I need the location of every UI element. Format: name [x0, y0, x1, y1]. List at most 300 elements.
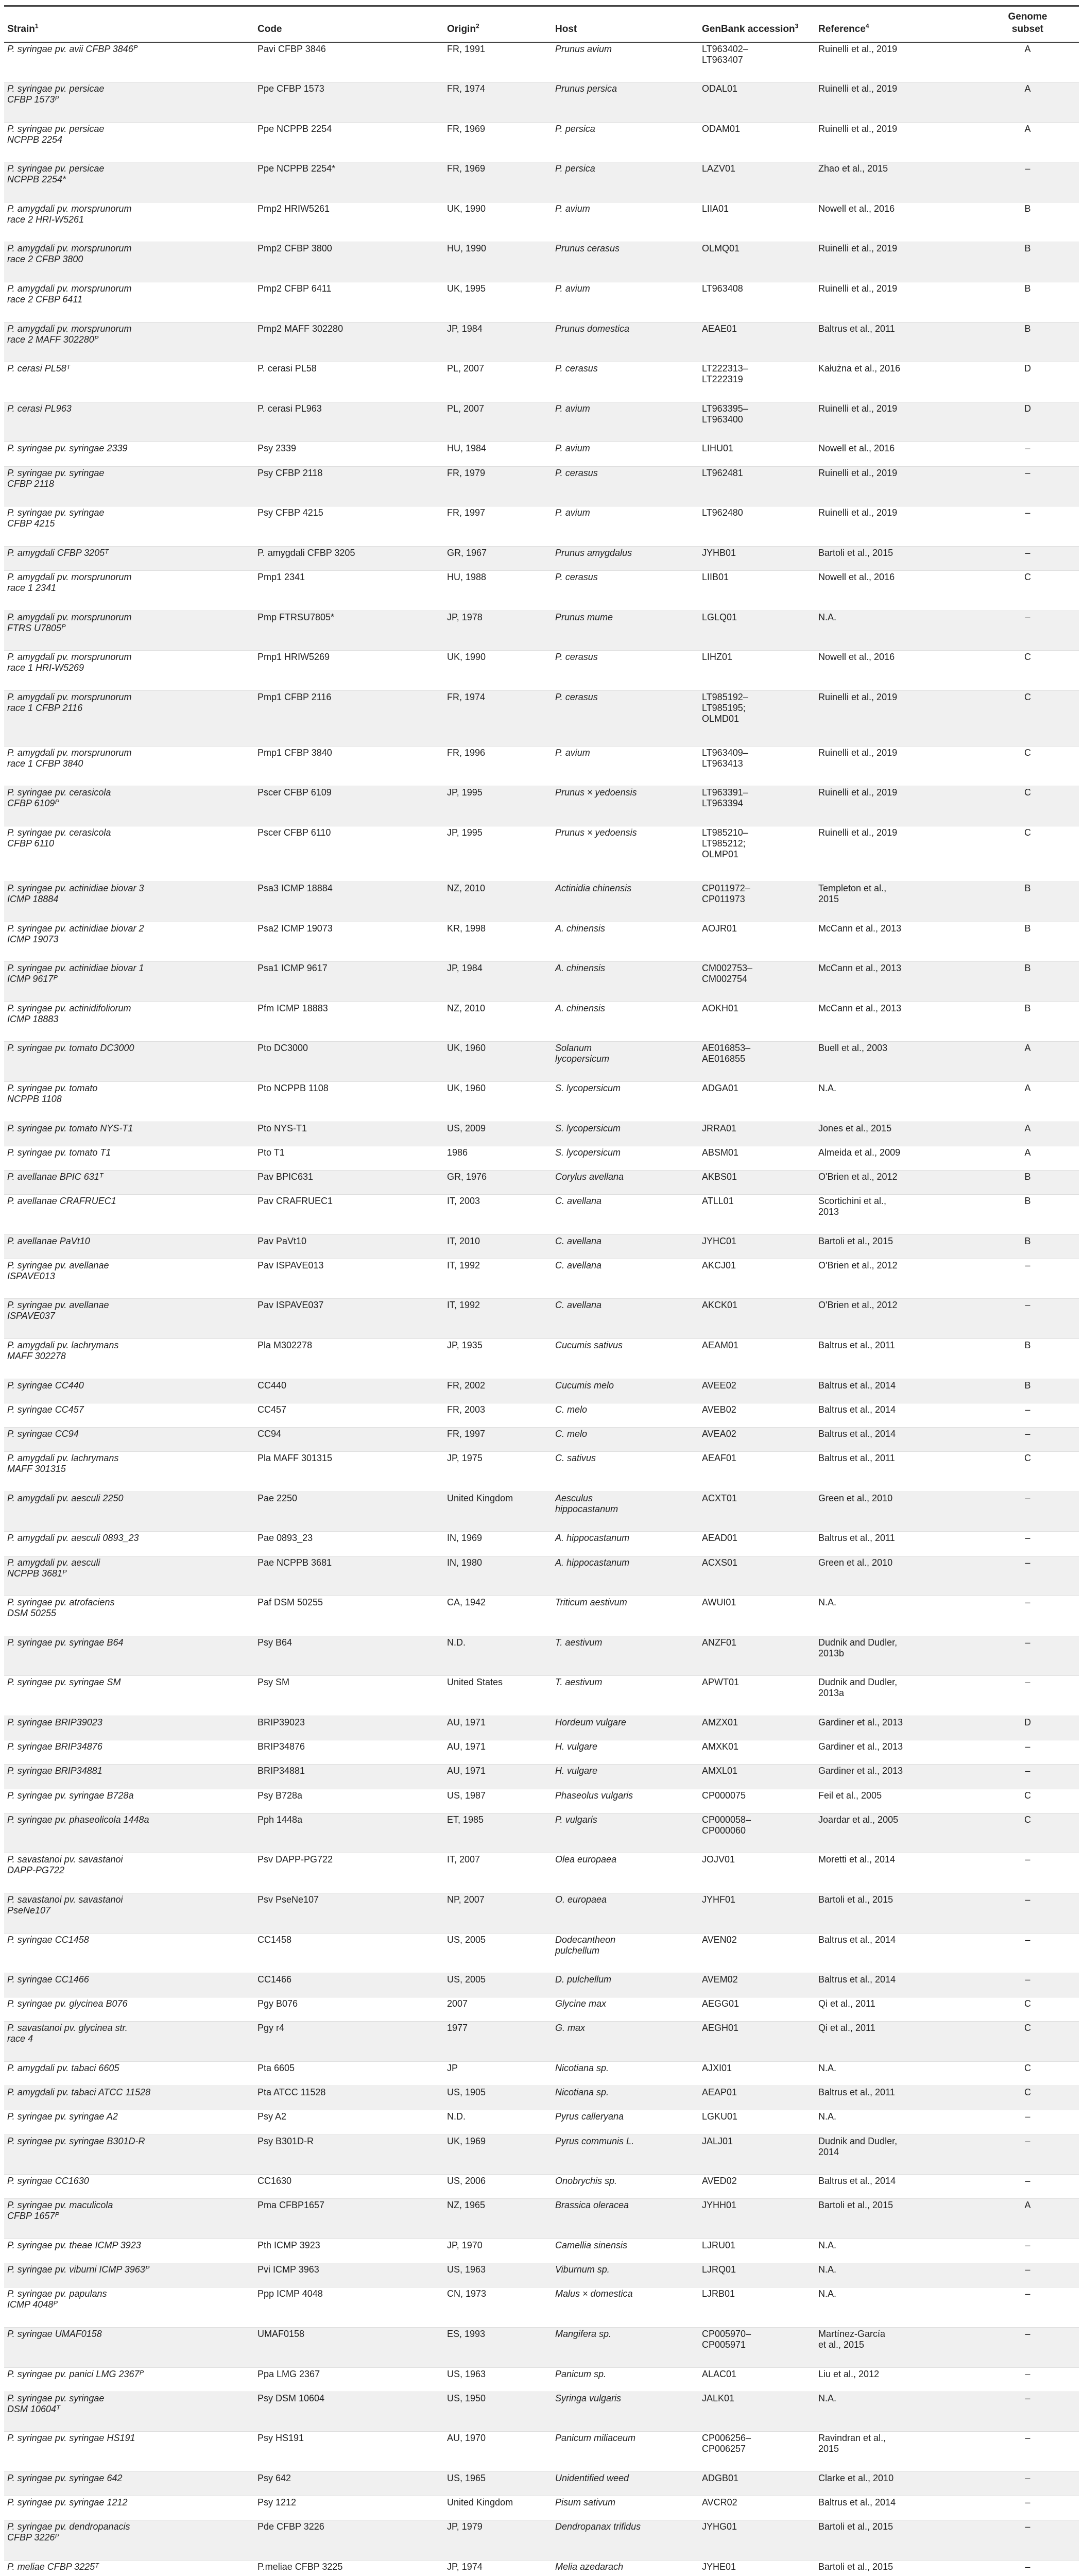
reference-cell: Dudnik and Dudler, 2013a — [815, 1676, 976, 1716]
host-cell: Cucumis melo — [552, 1379, 699, 1403]
genbank-cell: AEGH01 — [699, 2022, 815, 2062]
origin-cell: IN, 1969 — [444, 1532, 552, 1556]
genome-subset-cell: B — [976, 322, 1079, 362]
table-row — [4, 1893, 1079, 1933]
reference-cell: Scortichini et al., 2013 — [815, 1195, 976, 1235]
code-cell: Psv PseNe107 — [254, 1893, 444, 1933]
strain-cell: P. amygdali pv. morsprunorum race 1 2341 — [4, 571, 254, 611]
origin-cell: UK, 1960 — [444, 1081, 552, 1122]
origin-cell: AU, 1971 — [444, 1740, 552, 1765]
host-cell: Actinidia chinensis — [552, 882, 699, 922]
genome-subset-cell: – — [976, 1636, 1079, 1676]
reference-cell: Qi et al., 2011 — [815, 2022, 976, 2062]
host-cell: P. cerasus — [552, 362, 699, 402]
genome-subset-cell: – — [976, 1893, 1079, 1933]
table-row — [4, 162, 1079, 202]
origin-cell: ES, 1993 — [444, 2327, 552, 2367]
host-cell: P. avium — [552, 442, 699, 466]
host-cell: T. aestivum — [552, 1636, 699, 1676]
reference-cell: Ruinelli et al., 2019 — [815, 786, 976, 826]
code-cell: P. cerasi PL58 — [254, 362, 444, 402]
reference-cell: Dudnik and Dudler, 2014 — [815, 2134, 976, 2175]
strain-cell: P. syringae pv. papulans ICMP 4048ᴾ — [4, 2287, 254, 2328]
genbank-cell: AVEM02 — [699, 1973, 815, 1997]
code-cell: Psy B301D-R — [254, 2134, 444, 2175]
origin-cell: FR, 1997 — [444, 506, 552, 547]
genbank-cell: ALAC01 — [699, 2367, 815, 2392]
code-cell: Psy 1212 — [254, 2496, 444, 2520]
origin-cell: AU, 1971 — [444, 1765, 552, 1789]
code-cell: Pae NCPPB 3681 — [254, 1556, 444, 1596]
host-cell: P. persica — [552, 162, 699, 202]
host-cell: Prunus × yedoensis — [552, 826, 699, 882]
table-row — [4, 2110, 1079, 2134]
table-row — [4, 1081, 1079, 1122]
table-row — [4, 1234, 1079, 1259]
genbank-cell: APWT01 — [699, 1676, 815, 1716]
reference-cell: O'Brien et al., 2012 — [815, 1259, 976, 1299]
code-cell: P. cerasi PL963 — [254, 402, 444, 442]
origin-cell: US, 1963 — [444, 2367, 552, 2392]
genome-subset-cell: – — [976, 1740, 1079, 1765]
strain-table — [4, 5, 1079, 2576]
reference-cell: Templeton et al., 2015 — [815, 882, 976, 922]
strain-cell: P. amygdali pv. morsprunorum race 1 HRI-W5269 — [4, 651, 254, 691]
origin-cell: HU, 1988 — [444, 571, 552, 611]
table-row — [4, 362, 1079, 402]
host-cell: T. aestivum — [552, 1676, 699, 1716]
reference-cell: O'Brien et al., 2012 — [815, 1299, 976, 1339]
table-header-row — [4, 6, 1079, 43]
code-cell: Pph 1448a — [254, 1813, 444, 1853]
origin-cell: FR, 2003 — [444, 1403, 552, 1427]
genbank-cell: LT963402– LT963407 — [699, 42, 815, 82]
genome-subset-cell: C — [976, 1997, 1079, 2022]
code-cell: Pmp2 CFBP 3800 — [254, 242, 444, 282]
code-cell: Ppa LMG 2367 — [254, 2367, 444, 2392]
strain-cell: P. syringae pv. syringae CFBP 4215 — [4, 506, 254, 547]
origin-cell: JP, 1935 — [444, 1339, 552, 1379]
host-cell: Dendropanax trifidus — [552, 2520, 699, 2561]
genbank-cell: LJRQ01 — [699, 2263, 815, 2287]
code-cell: Pto DC3000 — [254, 1042, 444, 1082]
strain-cell: P. syringae pv. cerasicola CFBP 6110 — [4, 826, 254, 882]
strain-cell: P. syringae pv. persicae CFBP 1573ᴾ — [4, 82, 254, 123]
genome-subset-cell: A — [976, 2199, 1079, 2239]
origin-cell: UK, 1960 — [444, 1042, 552, 1082]
genbank-cell: LAZV01 — [699, 162, 815, 202]
genbank-cell: ANZF01 — [699, 1636, 815, 1676]
origin-cell: HU, 1984 — [444, 442, 552, 466]
table-row — [4, 2327, 1079, 2367]
origin-cell: JP, 1995 — [444, 786, 552, 826]
host-cell: A. chinensis — [552, 962, 699, 1002]
origin-cell: FR, 1969 — [444, 122, 552, 162]
origin-cell: US, 2005 — [444, 1973, 552, 1997]
table-row — [4, 42, 1079, 82]
table-row — [4, 2175, 1079, 2199]
genbank-cell: AVEN02 — [699, 1933, 815, 1973]
genbank-cell: LT963408 — [699, 282, 815, 323]
reference-cell: Gardiner et al., 2013 — [815, 1765, 976, 1789]
code-cell: Pla M302278 — [254, 1339, 444, 1379]
reference-cell: N.A. — [815, 2392, 976, 2432]
reference-cell: Jones et al., 2015 — [815, 1122, 976, 1146]
strain-cell: P. syringae pv. cerasicola CFBP 6109ᴾ — [4, 786, 254, 826]
code-cell: Psy SM — [254, 1676, 444, 1716]
strain-cell: P. syringae pv. actinidifoliorum ICMP 18883 — [4, 1002, 254, 1042]
host-cell: S. lycopersicum — [552, 1122, 699, 1146]
genome-subset-cell: – — [976, 1259, 1079, 1299]
strain-cell: P. syringae pv. syringae 642 — [4, 2471, 254, 2496]
genbank-cell: CP006256– CP006257 — [699, 2432, 815, 2472]
origin-cell: FR, 1996 — [444, 746, 552, 786]
genbank-cell: ATLL01 — [699, 1195, 815, 1235]
origin-cell: US, 1965 — [444, 2471, 552, 2496]
table-row — [4, 690, 1079, 746]
code-cell: Pgy r4 — [254, 2022, 444, 2062]
origin-cell: FR, 1997 — [444, 1428, 552, 1452]
genbank-cell: AEAM01 — [699, 1339, 815, 1379]
genome-subset-cell: B — [976, 1002, 1079, 1042]
host-cell: C. avellana — [552, 1299, 699, 1339]
code-cell: Psy CFBP 4215 — [254, 506, 444, 547]
genbank-cell: JALJ01 — [699, 2134, 815, 2175]
table-row — [4, 322, 1079, 362]
genome-subset-cell: – — [976, 1556, 1079, 1596]
reference-cell: Almeida et al., 2009 — [815, 1146, 976, 1170]
table-row — [4, 2471, 1079, 2496]
genbank-cell: JYHC01 — [699, 1234, 815, 1259]
strain-cell: P. syringae CC1466 — [4, 1973, 254, 1997]
table-row — [4, 922, 1079, 962]
host-cell: Glycine max — [552, 1997, 699, 2022]
host-cell: Brassica oleracea — [552, 2199, 699, 2239]
strain-cell: P. syringae pv. actinidiae biovar 1 ICMP 9617ᴾ — [4, 962, 254, 1002]
table-row — [4, 2520, 1079, 2561]
genome-subset-cell: – — [976, 1299, 1079, 1339]
host-cell: Malus × domestica — [552, 2287, 699, 2328]
genome-subset-cell: A — [976, 122, 1079, 162]
genbank-cell: CP000075 — [699, 1789, 815, 1813]
table-row — [4, 2062, 1079, 2086]
strain-cell: P. syringae UMAF0158 — [4, 2327, 254, 2367]
origin-cell: JP, 1984 — [444, 962, 552, 1002]
code-cell: Ppe NCPPB 2254* — [254, 162, 444, 202]
reference-cell: Bartoli et al., 2015 — [815, 1893, 976, 1933]
table-row — [4, 2560, 1079, 2576]
genbank-cell: LT985192– LT985195; OLMD01 — [699, 690, 815, 746]
code-cell: UMAF0158 — [254, 2327, 444, 2367]
origin-cell: AU, 1971 — [444, 1716, 552, 1740]
origin-cell: United States — [444, 1676, 552, 1716]
origin-cell: IT, 2010 — [444, 1234, 552, 1259]
table-row — [4, 2239, 1079, 2263]
host-cell: Syringa vulgaris — [552, 2392, 699, 2432]
strain-cell: P. syringae pv. syringae CFBP 2118 — [4, 466, 254, 506]
table-row — [4, 242, 1079, 282]
strain-cell: P. syringae BRIP34876 — [4, 1740, 254, 1765]
genome-subset-cell: D — [976, 402, 1079, 442]
table-row — [4, 2432, 1079, 2472]
genome-subset-cell: – — [976, 546, 1079, 570]
code-cell: Psy CFBP 2118 — [254, 466, 444, 506]
genbank-cell: LT222313– LT222319 — [699, 362, 815, 402]
genome-subset-cell: – — [976, 1596, 1079, 1636]
origin-cell: JP, 1970 — [444, 2239, 552, 2263]
header-reference: Reference$^4$ — [815, 6, 976, 43]
host-cell: Pyrus calleryana — [552, 2110, 699, 2134]
genbank-cell: LGKU01 — [699, 2110, 815, 2134]
genome-subset-cell: A — [976, 1146, 1079, 1170]
origin-cell: US, 1963 — [444, 2263, 552, 2287]
host-cell: C. melo — [552, 1403, 699, 1427]
genbank-cell: ACXT01 — [699, 1492, 815, 1532]
reference-cell: Bartoli et al., 2015 — [815, 2560, 976, 2576]
genbank-cell: AVEE02 — [699, 1379, 815, 1403]
reference-cell: Qi et al., 2011 — [815, 1997, 976, 2022]
host-cell: C. sativus — [552, 1452, 699, 1492]
genome-subset-cell: – — [976, 1403, 1079, 1427]
host-cell: Pisum sativum — [552, 2496, 699, 2520]
genbank-cell: ODAL01 — [699, 82, 815, 123]
genome-subset-cell: C — [976, 2022, 1079, 2062]
origin-cell: UK, 1990 — [444, 202, 552, 242]
table-row — [4, 122, 1079, 162]
genbank-cell: JALK01 — [699, 2392, 815, 2432]
code-cell: Pde CFBP 3226 — [254, 2520, 444, 2561]
genome-subset-cell: B — [976, 882, 1079, 922]
origin-cell: US, 2006 — [444, 2175, 552, 2199]
genome-subset-cell: – — [976, 2110, 1079, 2134]
code-cell: Pmp2 MAFF 302280 — [254, 322, 444, 362]
genome-subset-cell: D — [976, 362, 1079, 402]
host-cell: P. avium — [552, 202, 699, 242]
origin-cell: NZ, 2010 — [444, 1002, 552, 1042]
table-row — [4, 546, 1079, 570]
code-cell: Pmp2 HRIW5261 — [254, 202, 444, 242]
origin-cell: IT, 1992 — [444, 1259, 552, 1299]
table-row — [4, 1195, 1079, 1235]
genome-subset-cell: – — [976, 2392, 1079, 2432]
genbank-cell: AVED02 — [699, 2175, 815, 2199]
genome-subset-cell: C — [976, 2086, 1079, 2110]
reference-cell: Ruinelli et al., 2019 — [815, 282, 976, 323]
origin-cell: FR, 1974 — [444, 690, 552, 746]
table-row — [4, 571, 1079, 611]
genome-subset-cell: – — [976, 162, 1079, 202]
table-row — [4, 1339, 1079, 1379]
host-cell: Melia azedarach — [552, 2560, 699, 2576]
genbank-cell: CM002753– CM002754 — [699, 962, 815, 1002]
strain-cell: P. amygdali pv. aesculi 0893_23 — [4, 1532, 254, 1556]
code-cell: Pav CRAFRUEC1 — [254, 1195, 444, 1235]
genbank-cell: ACXS01 — [699, 1556, 815, 1596]
reference-cell: Baltrus et al., 2014 — [815, 1933, 976, 1973]
table-row — [4, 202, 1079, 242]
origin-cell: US, 1987 — [444, 1789, 552, 1813]
origin-cell: ET, 1985 — [444, 1813, 552, 1853]
table-row — [4, 1716, 1079, 1740]
host-cell: P. vulgaris — [552, 1813, 699, 1853]
genbank-cell: AWUI01 — [699, 1596, 815, 1636]
host-cell: Nicotiana sp. — [552, 2062, 699, 2086]
reference-cell: N.A. — [815, 2287, 976, 2328]
genbank-cell: LIHZ01 — [699, 651, 815, 691]
genome-subset-cell: B — [976, 922, 1079, 962]
header-genome-subset: Genome subset — [976, 6, 1079, 43]
strain-cell: P. syringae pv. tomato DC3000 — [4, 1042, 254, 1082]
genome-subset-cell: – — [976, 1973, 1079, 1997]
reference-cell: N.A. — [815, 2062, 976, 2086]
strain-cell: P. syringae CC94 — [4, 1428, 254, 1452]
strain-cell: P. syringae pv. tomato NYS-T1 — [4, 1122, 254, 1146]
table-row — [4, 1676, 1079, 1716]
strain-cell: P. meliae CFBP 3225ᵀ — [4, 2560, 254, 2576]
host-cell: Panicum miliaceum — [552, 2432, 699, 2472]
genome-subset-cell: C — [976, 746, 1079, 786]
host-cell: Prunus domestica — [552, 322, 699, 362]
reference-cell: Baltrus et al., 2014 — [815, 2175, 976, 2199]
reference-cell: Ruinelli et al., 2019 — [815, 82, 976, 123]
genbank-cell: AEAP01 — [699, 2086, 815, 2110]
genome-subset-cell: C — [976, 690, 1079, 746]
origin-cell: N.D. — [444, 2110, 552, 2134]
genbank-cell: LT963409– LT963413 — [699, 746, 815, 786]
genome-subset-cell: C — [976, 2062, 1079, 2086]
code-cell: Psy A2 — [254, 2110, 444, 2134]
table-row — [4, 1997, 1079, 2022]
code-cell: Pmp FTRSU7805* — [254, 611, 444, 651]
code-cell: Pmp1 CFBP 2116 — [254, 690, 444, 746]
genbank-cell: AMZX01 — [699, 1716, 815, 1740]
strain-cell: P. syringae pv. syringae 1212 — [4, 2496, 254, 2520]
code-cell: BRIP34881 — [254, 1765, 444, 1789]
code-cell: Paf DSM 50255 — [254, 1596, 444, 1636]
origin-cell: IT, 2007 — [444, 1853, 552, 1893]
table-row — [4, 826, 1079, 882]
code-cell: Pav BPIC631 — [254, 1170, 444, 1194]
host-cell: Corylus avellana — [552, 1170, 699, 1194]
host-cell: A. chinensis — [552, 922, 699, 962]
genbank-cell: LGLQ01 — [699, 611, 815, 651]
table-row — [4, 1379, 1079, 1403]
genome-subset-cell: – — [976, 2327, 1079, 2367]
origin-cell: US, 2005 — [444, 1933, 552, 1973]
genome-subset-cell: C — [976, 1813, 1079, 1853]
strain-cell: P. amygdali pv. tabaci ATCC 11528 — [4, 2086, 254, 2110]
origin-cell: JP, 1975 — [444, 1452, 552, 1492]
table-row — [4, 1146, 1079, 1170]
host-cell: C. avellana — [552, 1195, 699, 1235]
table-row — [4, 1973, 1079, 1997]
genbank-cell: ADGB01 — [699, 2471, 815, 2496]
strain-cell: P. syringae pv. syringae B64 — [4, 1636, 254, 1676]
table-row — [4, 1556, 1079, 1596]
origin-cell: United Kingdom — [444, 2496, 552, 2520]
header-origin: Origin$^2$ — [444, 6, 552, 43]
genome-subset-cell: – — [976, 506, 1079, 547]
genbank-cell: AVEA02 — [699, 1428, 815, 1452]
strain-cell: P. syringae pv. maculicola CFBP 1657ᴾ — [4, 2199, 254, 2239]
genbank-cell: AJXI01 — [699, 2062, 815, 2086]
genome-subset-cell: – — [976, 1765, 1079, 1789]
header-strain: Strain$^1$ — [4, 6, 254, 43]
header-host: Host — [552, 6, 699, 43]
strain-cell: P. amygdali pv. morsprunorum race 2 CFBP 6411 — [4, 282, 254, 323]
genbank-cell: OLMQ01 — [699, 242, 815, 282]
strain-cell: P. amygdali pv. aesculi NCPPB 3681ᴾ — [4, 1556, 254, 1596]
reference-cell: Clarke et al., 2010 — [815, 2471, 976, 2496]
genome-subset-cell: – — [976, 466, 1079, 506]
genbank-cell: JYHG01 — [699, 2520, 815, 2561]
genbank-cell: JOJV01 — [699, 1853, 815, 1893]
strain-cell: P. cerasi PL58ᵀ — [4, 362, 254, 402]
genome-subset-cell: – — [976, 1853, 1079, 1893]
code-cell: Pae 0893_23 — [254, 1532, 444, 1556]
genbank-cell: CP005970– CP005971 — [699, 2327, 815, 2367]
genbank-cell: AEGG01 — [699, 1997, 815, 2022]
origin-cell: IT, 2003 — [444, 1195, 552, 1235]
origin-cell: NZ, 2010 — [444, 882, 552, 922]
strain-cell: P. savastanoi pv. glycinea str. race 4 — [4, 2022, 254, 2062]
code-cell: Pmp2 CFBP 6411 — [254, 282, 444, 323]
table-row — [4, 2263, 1079, 2287]
table-row — [4, 1122, 1079, 1146]
host-cell: Cucumis sativus — [552, 1339, 699, 1379]
code-cell: Pae 2250 — [254, 1492, 444, 1532]
host-cell: Mangifera sp. — [552, 2327, 699, 2367]
reference-cell: McCann et al., 2013 — [815, 1002, 976, 1042]
code-cell: Pth ICMP 3923 — [254, 2239, 444, 2263]
host-cell: P. cerasus — [552, 571, 699, 611]
host-cell: Viburnum sp. — [552, 2263, 699, 2287]
code-cell: Pscer CFBP 6110 — [254, 826, 444, 882]
table-row — [4, 2199, 1079, 2239]
genome-subset-cell: B — [976, 962, 1079, 1002]
code-cell: Pma CFBP1657 — [254, 2199, 444, 2239]
origin-cell: NP, 2007 — [444, 1893, 552, 1933]
reference-cell: Joardar et al., 2005 — [815, 1813, 976, 1853]
table-row — [4, 506, 1079, 547]
genbank-cell: LT985210– LT985212; OLMP01 — [699, 826, 815, 882]
genome-subset-cell: – — [976, 2367, 1079, 2392]
strain-cell: P. avellanae BPIC 631ᵀ — [4, 1170, 254, 1194]
host-cell: Panicum sp. — [552, 2367, 699, 2392]
genome-subset-cell: A — [976, 1122, 1079, 1146]
genbank-cell: LJRB01 — [699, 2287, 815, 2328]
code-cell: CC1630 — [254, 2175, 444, 2199]
host-cell: A. chinensis — [552, 1002, 699, 1042]
reference-cell: McCann et al., 2013 — [815, 922, 976, 962]
origin-cell: JP, 1995 — [444, 826, 552, 882]
host-cell: P. persica — [552, 122, 699, 162]
code-cell: Pav ISPAVE013 — [254, 1259, 444, 1299]
table-row — [4, 82, 1079, 123]
table-row — [4, 882, 1079, 922]
host-cell: Triticum aestivum — [552, 1596, 699, 1636]
reference-cell: Ruinelli et al., 2019 — [815, 466, 976, 506]
code-cell: CC94 — [254, 1428, 444, 1452]
strain-cell: P. syringae pv. syringae A2 — [4, 2110, 254, 2134]
reference-cell: N.A. — [815, 1081, 976, 1122]
strain-cell: P. syringae pv. viburni ICMP 3963ᴾ — [4, 2263, 254, 2287]
code-cell: Pmp1 HRIW5269 — [254, 651, 444, 691]
host-cell: C. melo — [552, 1428, 699, 1452]
genbank-cell: JYHE01 — [699, 2560, 815, 2576]
origin-cell: HU, 1990 — [444, 242, 552, 282]
table-row — [4, 2496, 1079, 2520]
